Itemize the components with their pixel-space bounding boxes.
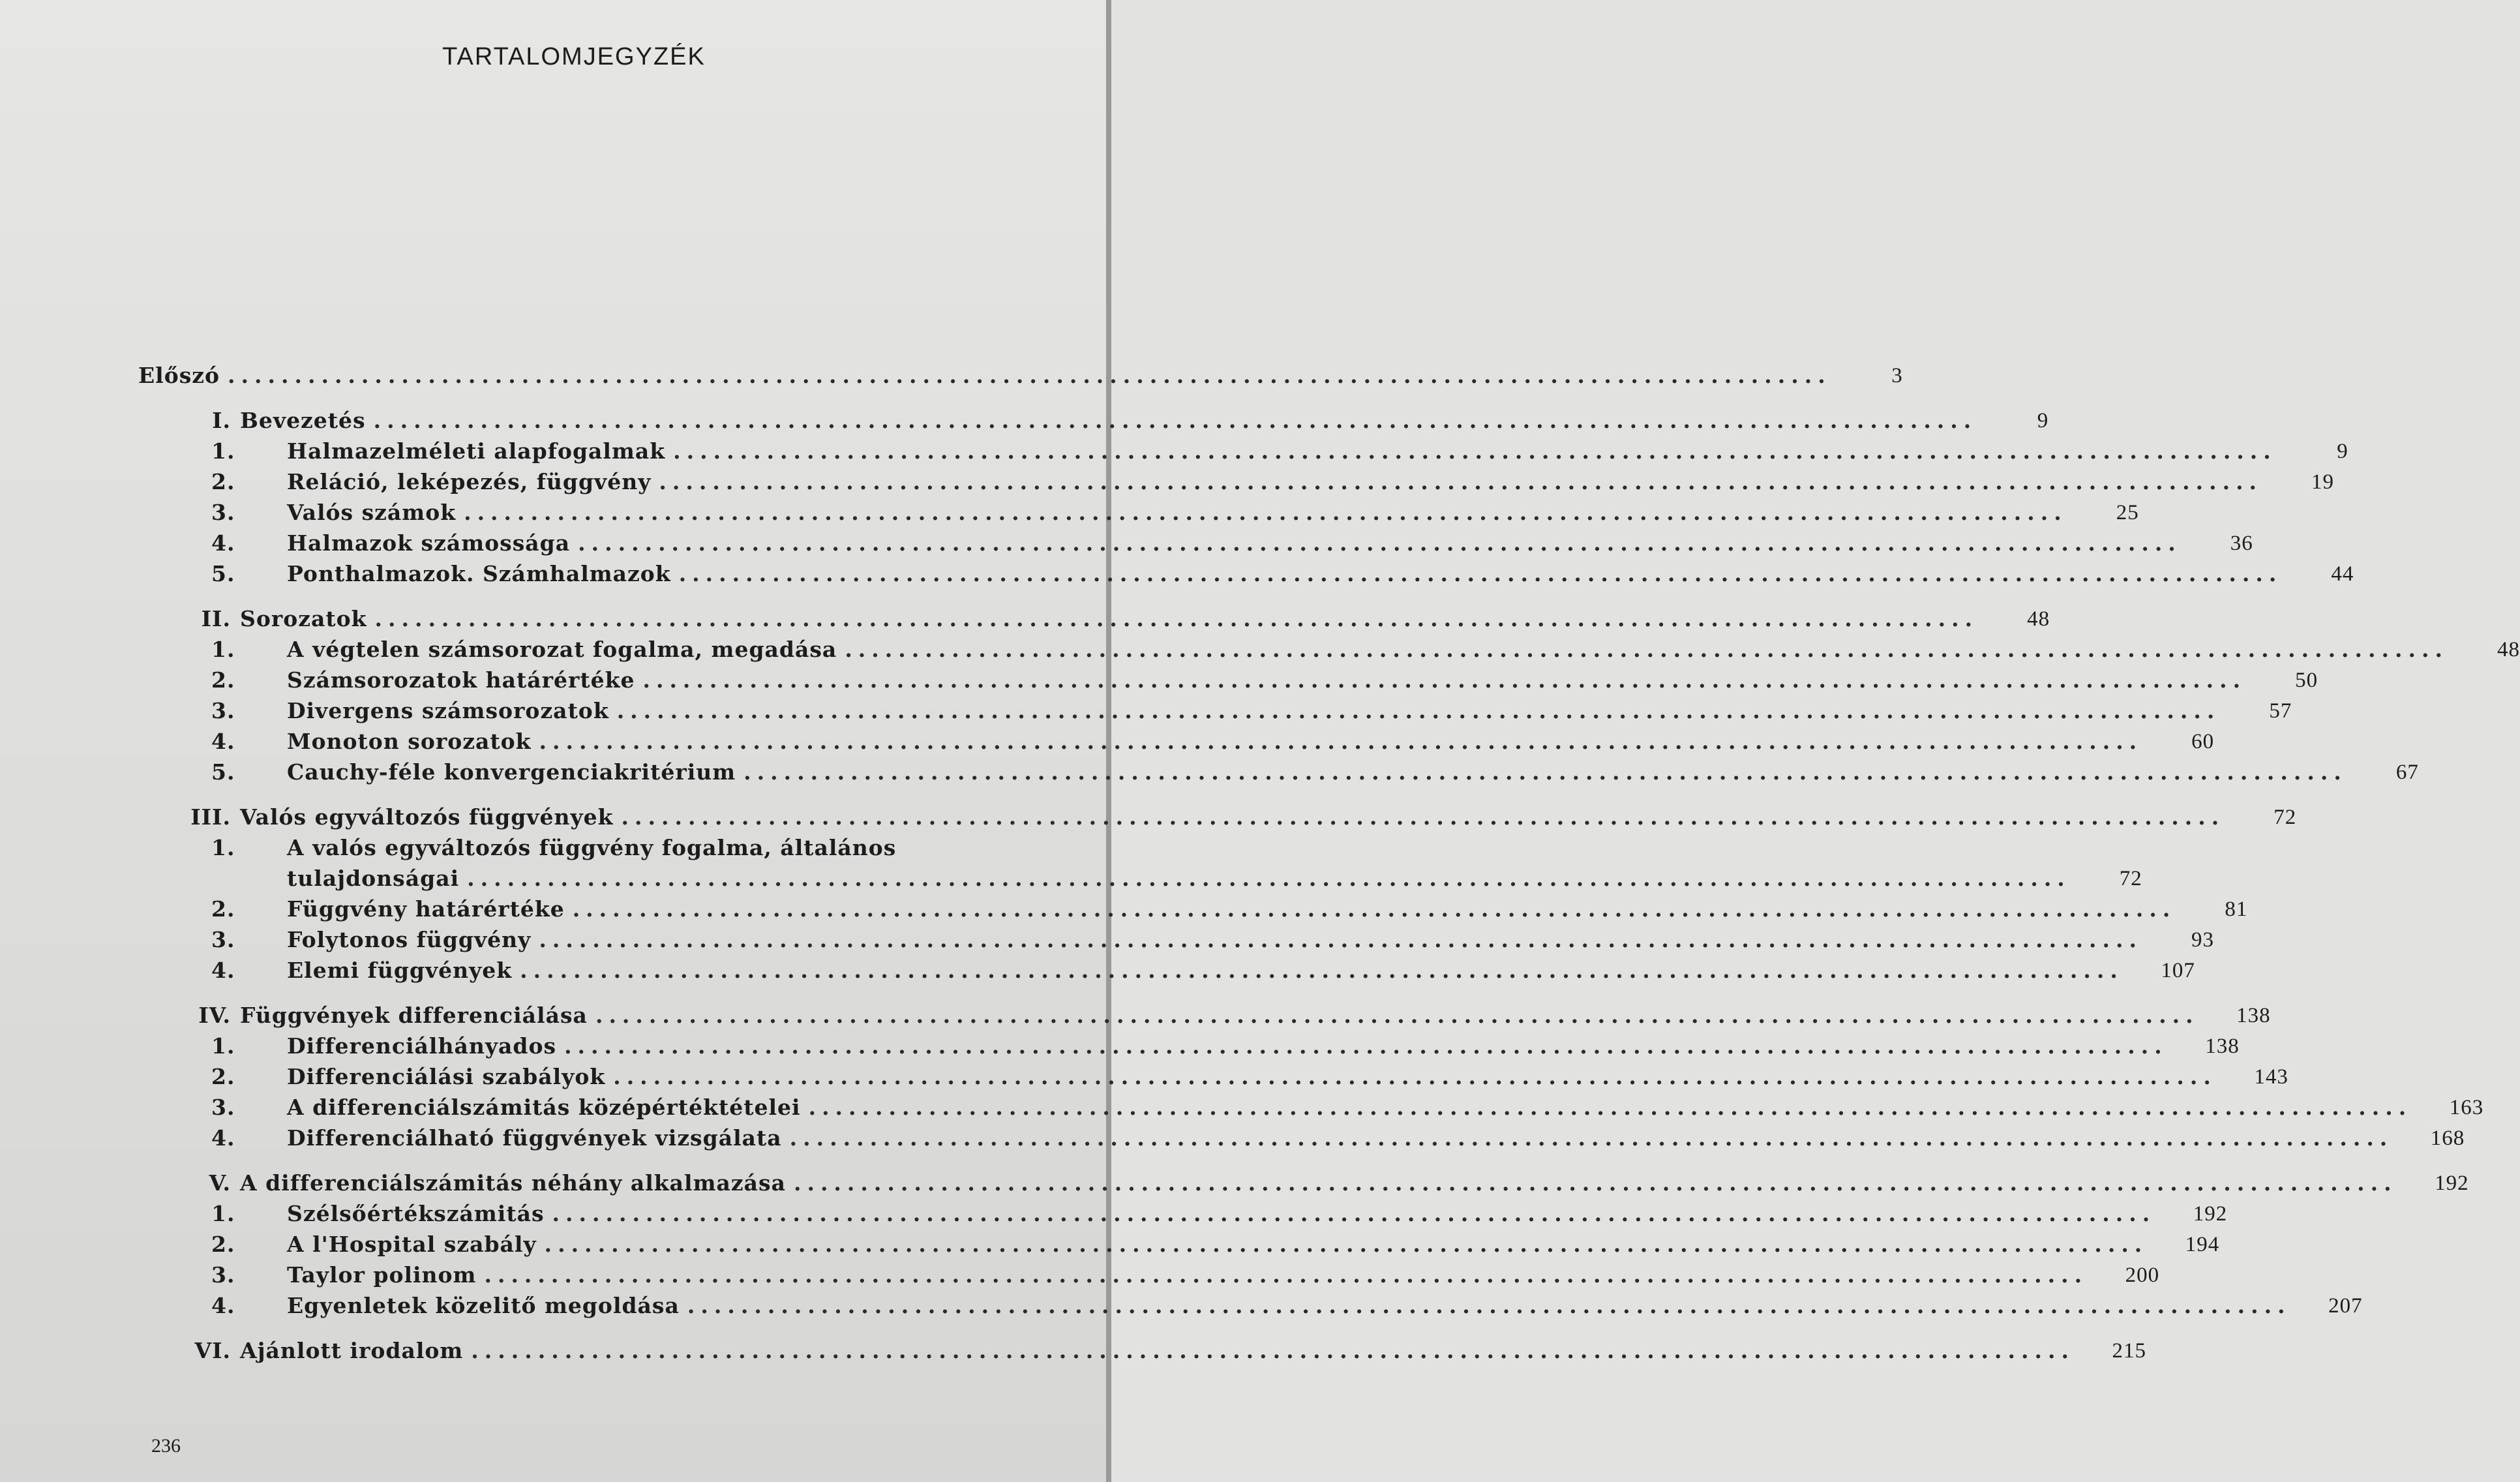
toc-entry xyxy=(138,1288,2363,1318)
toc-entry-title: Előszó xyxy=(138,363,220,388)
dot-leader: ........................................................................................................................ xyxy=(373,408,1977,433)
toc-entry-number: 3. xyxy=(211,1262,235,1288)
toc-entry-page: 57 xyxy=(2269,699,2292,723)
toc-entry-number: 3. xyxy=(211,927,235,952)
toc-entry-title: Ponthalmazok. Számhalmazok xyxy=(287,561,671,586)
toc-entry xyxy=(138,952,2195,983)
toc-entry-number: II. xyxy=(201,606,231,631)
toc-entry-number: 1. xyxy=(211,835,235,860)
toc-entry-number: VI. xyxy=(194,1338,231,1363)
toc-entry xyxy=(138,1028,2240,1059)
toc-entry-page: 138 xyxy=(2205,1035,2240,1058)
toc-entry-title: Számsorozatok határértéke xyxy=(287,667,635,693)
toc-entry xyxy=(138,662,2318,693)
toc-entry-page: 192 xyxy=(2435,1172,2469,1195)
toc-entry-title: Függvény határértéke xyxy=(287,896,565,922)
toc-entry-page: 143 xyxy=(2254,1065,2288,1089)
toc-entry-title: Monoton sorozatok xyxy=(287,729,532,754)
toc-entry-page: 19 xyxy=(2311,470,2335,494)
toc-entry-title: A l'Hospital szabály xyxy=(287,1232,537,1257)
toc-entry xyxy=(138,464,2335,494)
toc-entry-page: 72 xyxy=(2273,806,2297,829)
toc-entry-page: 192 xyxy=(2193,1202,2228,1226)
toc-entry-number: 3. xyxy=(211,698,235,723)
toc-entry-title: tulajdonságai xyxy=(287,866,460,891)
dot-leader: ........................................................................................................................ xyxy=(678,561,2283,586)
toc-entry-number: 1. xyxy=(211,1033,235,1059)
toc-entry-page: 107 xyxy=(2161,959,2195,982)
toc-entry-page: 207 xyxy=(2328,1294,2363,1318)
toc-entry-title: Bevezetés xyxy=(240,408,366,433)
toc-entry-title: Ajánlott irodalom xyxy=(240,1338,464,1363)
toc-entry-title: Taylor polinom xyxy=(287,1262,477,1288)
dot-leader: ........................................................................................................................ xyxy=(374,606,1979,631)
toc-entry-title: Halmazelméleti alapfogalmak xyxy=(287,438,666,464)
dot-leader: ........................................................................................................................ xyxy=(789,1125,2393,1151)
dot-leader: ........................................................................................................................ xyxy=(484,1262,2088,1288)
toc-entry xyxy=(138,1120,2465,1151)
toc-entry xyxy=(138,556,2354,586)
toc-entry xyxy=(138,891,2248,922)
toc-entry-number: 5. xyxy=(211,561,235,586)
toc-entry-title: A differenciálszámitás néhány alkalmazása xyxy=(240,1170,786,1196)
dot-leader: ........................................................................................................................ xyxy=(539,927,2143,952)
toc-entry xyxy=(138,754,2419,785)
toc-entry-number: 2. xyxy=(211,1064,235,1089)
toc-entry-title: Függvények differenciálása xyxy=(240,1003,588,1028)
dot-leader: ........................................................................................................................ xyxy=(845,637,2448,662)
toc-entry-page: 81 xyxy=(2225,898,2248,921)
toc-entry xyxy=(138,830,1032,860)
toc-entry-page: 9 xyxy=(2037,409,2049,432)
toc-entry xyxy=(138,997,2271,1028)
toc-entry-title: Differenciálási szabályok xyxy=(287,1064,606,1089)
toc-entry xyxy=(138,402,2049,433)
toc-entry-number: 3. xyxy=(211,500,235,525)
toc-entry xyxy=(138,1059,2288,1089)
dot-leader: ........................................................................................................................ xyxy=(616,698,2221,723)
dot-leader: ........................................................................................................................ xyxy=(613,1064,2217,1089)
toc-entry-page: 50 xyxy=(2295,669,2318,692)
toc-entry-page: 48 xyxy=(2027,607,2050,631)
toc-entry-title: Valós egyváltozós függvények xyxy=(240,804,614,830)
dot-leader: ........................................................................................................................ xyxy=(564,1033,2168,1059)
toc-entry xyxy=(138,1165,2469,1196)
toc-entry-title: Valós számok xyxy=(287,500,457,525)
toc-entry-page: 215 xyxy=(2112,1339,2146,1363)
toc-entry-title: Elemi függvények xyxy=(287,958,513,983)
toc-entry-page: 9 xyxy=(2337,440,2348,463)
dot-leader: ........................................................................................................................ xyxy=(659,469,2263,494)
toc-entry-page: 60 xyxy=(2191,730,2215,753)
toc-entry-number: 2. xyxy=(211,1232,235,1257)
toc-entry-number: 3. xyxy=(211,1095,235,1120)
toc-entry-page: 138 xyxy=(2236,1004,2271,1027)
dot-leader: ........................................................................................................................ xyxy=(464,500,2067,525)
dot-leader: ........................................................................................................................ xyxy=(687,1293,2291,1318)
toc-entry-title: Egyenletek közelitő megoldása xyxy=(287,1293,680,1318)
toc-entry xyxy=(138,799,2297,830)
toc-entry xyxy=(138,922,2215,952)
toc-entry-title: Reláció, leképezés, függvény xyxy=(287,469,652,494)
toc-entry-number: 1. xyxy=(211,1201,235,1226)
toc-entry xyxy=(138,723,2215,754)
toc-entry xyxy=(138,494,2139,525)
toc-entry-number: 1. xyxy=(211,438,235,464)
dot-leader: ........................................................................................................................ xyxy=(544,1232,2148,1257)
toc-entry-page: 3 xyxy=(1891,364,1903,387)
toc-entry-number: 1. xyxy=(211,637,235,662)
toc-entry-page: 36 xyxy=(2230,532,2253,555)
toc-entry-title: Folytonos függvény xyxy=(287,927,532,952)
toc-entry-title: Halmazok számossága xyxy=(287,530,571,556)
toc-entry-title: Divergens számsorozatok xyxy=(287,698,609,723)
dot-leader: ........................................................................................................................ xyxy=(539,729,2143,754)
toc-entry-number: I. xyxy=(212,408,231,433)
dot-leader: ........................................................................................................................ xyxy=(673,438,2277,464)
toc-entry xyxy=(138,860,2142,891)
toc-entry xyxy=(138,1257,2160,1288)
dot-leader: ........................................................................................................................ xyxy=(228,363,1831,388)
table-of-contents xyxy=(138,357,2520,1363)
toc-entry-number: 4. xyxy=(211,958,235,983)
dot-leader: ........................................................................................................................ xyxy=(808,1095,2412,1120)
toc-entry-title: Cauchy-féle konvergenciakritérium xyxy=(287,759,736,785)
toc-entry-number: 4. xyxy=(211,1125,235,1151)
dot-leader: ........................................................................................................................ xyxy=(467,866,2071,891)
toc-entry-title: Differenciálhányados xyxy=(287,1033,557,1059)
toc-entry-title: A végtelen számsorozat fogalma, megadása xyxy=(287,637,837,662)
toc-entry-number: 5. xyxy=(211,759,235,785)
toc-entry-page: 72 xyxy=(2119,867,2142,890)
dot-leader: ........................................................................................................................ xyxy=(595,1003,2199,1028)
toc-entry xyxy=(138,1089,2484,1120)
toc-entry-page: 48 xyxy=(2497,638,2520,661)
page-title: TARTALOMJEGYZÉK xyxy=(442,43,706,70)
toc-entry-title: Sorozatok xyxy=(240,606,367,631)
dot-leader: ........................................................................................................................ xyxy=(621,804,2225,830)
dot-leader: ........................................................................................................................ xyxy=(552,1201,2156,1226)
toc-entry-number: III. xyxy=(190,804,231,830)
toc-entry-number: IV. xyxy=(198,1003,231,1028)
toc-entry-page: 25 xyxy=(2116,501,2139,524)
toc-entry-number: V. xyxy=(209,1170,231,1196)
toc-entry xyxy=(138,601,2050,631)
dot-leader: ........................................................................................................................ xyxy=(572,896,2176,922)
toc-entry-page: 44 xyxy=(2331,562,2354,586)
toc-entry-page: 93 xyxy=(2191,928,2215,952)
toc-entry xyxy=(138,433,2348,464)
toc-entry-page: 200 xyxy=(2125,1263,2160,1287)
toc-entry-page: 168 xyxy=(2430,1127,2465,1150)
toc-entry xyxy=(138,693,2292,723)
dot-leader: ........................................................................................................................ xyxy=(743,759,2347,785)
toc-entry xyxy=(138,357,1903,388)
toc-entry xyxy=(138,525,2253,556)
toc-entry-number: 4. xyxy=(211,729,235,754)
toc-entry-page: 67 xyxy=(2395,761,2419,784)
dot-leader: ........................................................................................................................ xyxy=(471,1338,2075,1363)
toc-entry-number: 4. xyxy=(211,1293,235,1318)
toc-entry xyxy=(138,1333,2146,1363)
page-number: 236 xyxy=(151,1435,181,1457)
toc-entry-number: 2. xyxy=(211,896,235,922)
toc-entry-number: 2. xyxy=(211,667,235,693)
dot-leader: ........................................................................................................................ xyxy=(793,1170,2397,1196)
dot-leader: ........................................................................................................................ xyxy=(520,958,2123,983)
toc-entry xyxy=(138,631,2520,662)
dot-leader: ........................................................................................................................ xyxy=(578,530,2182,556)
toc-entry xyxy=(138,1226,2220,1257)
toc-entry xyxy=(138,1196,2228,1226)
toc-entry-page: 163 xyxy=(2449,1096,2484,1119)
dot-leader: ........................................................................................................................ xyxy=(642,667,2247,693)
toc-entry-title: Differenciálható függvények vizsgálata xyxy=(287,1125,782,1151)
toc-entry-page: 194 xyxy=(2185,1233,2220,1256)
toc-entry-number: 2. xyxy=(211,469,235,494)
toc-entry-title: A valós egyváltozós függvény fogalma, általános xyxy=(287,835,897,860)
toc-entry-number: 4. xyxy=(211,530,235,556)
toc-entry-title: Szélsőértékszámitás xyxy=(287,1201,545,1226)
toc-entry-title: A differenciálszámitás középértéktételei xyxy=(287,1095,801,1120)
